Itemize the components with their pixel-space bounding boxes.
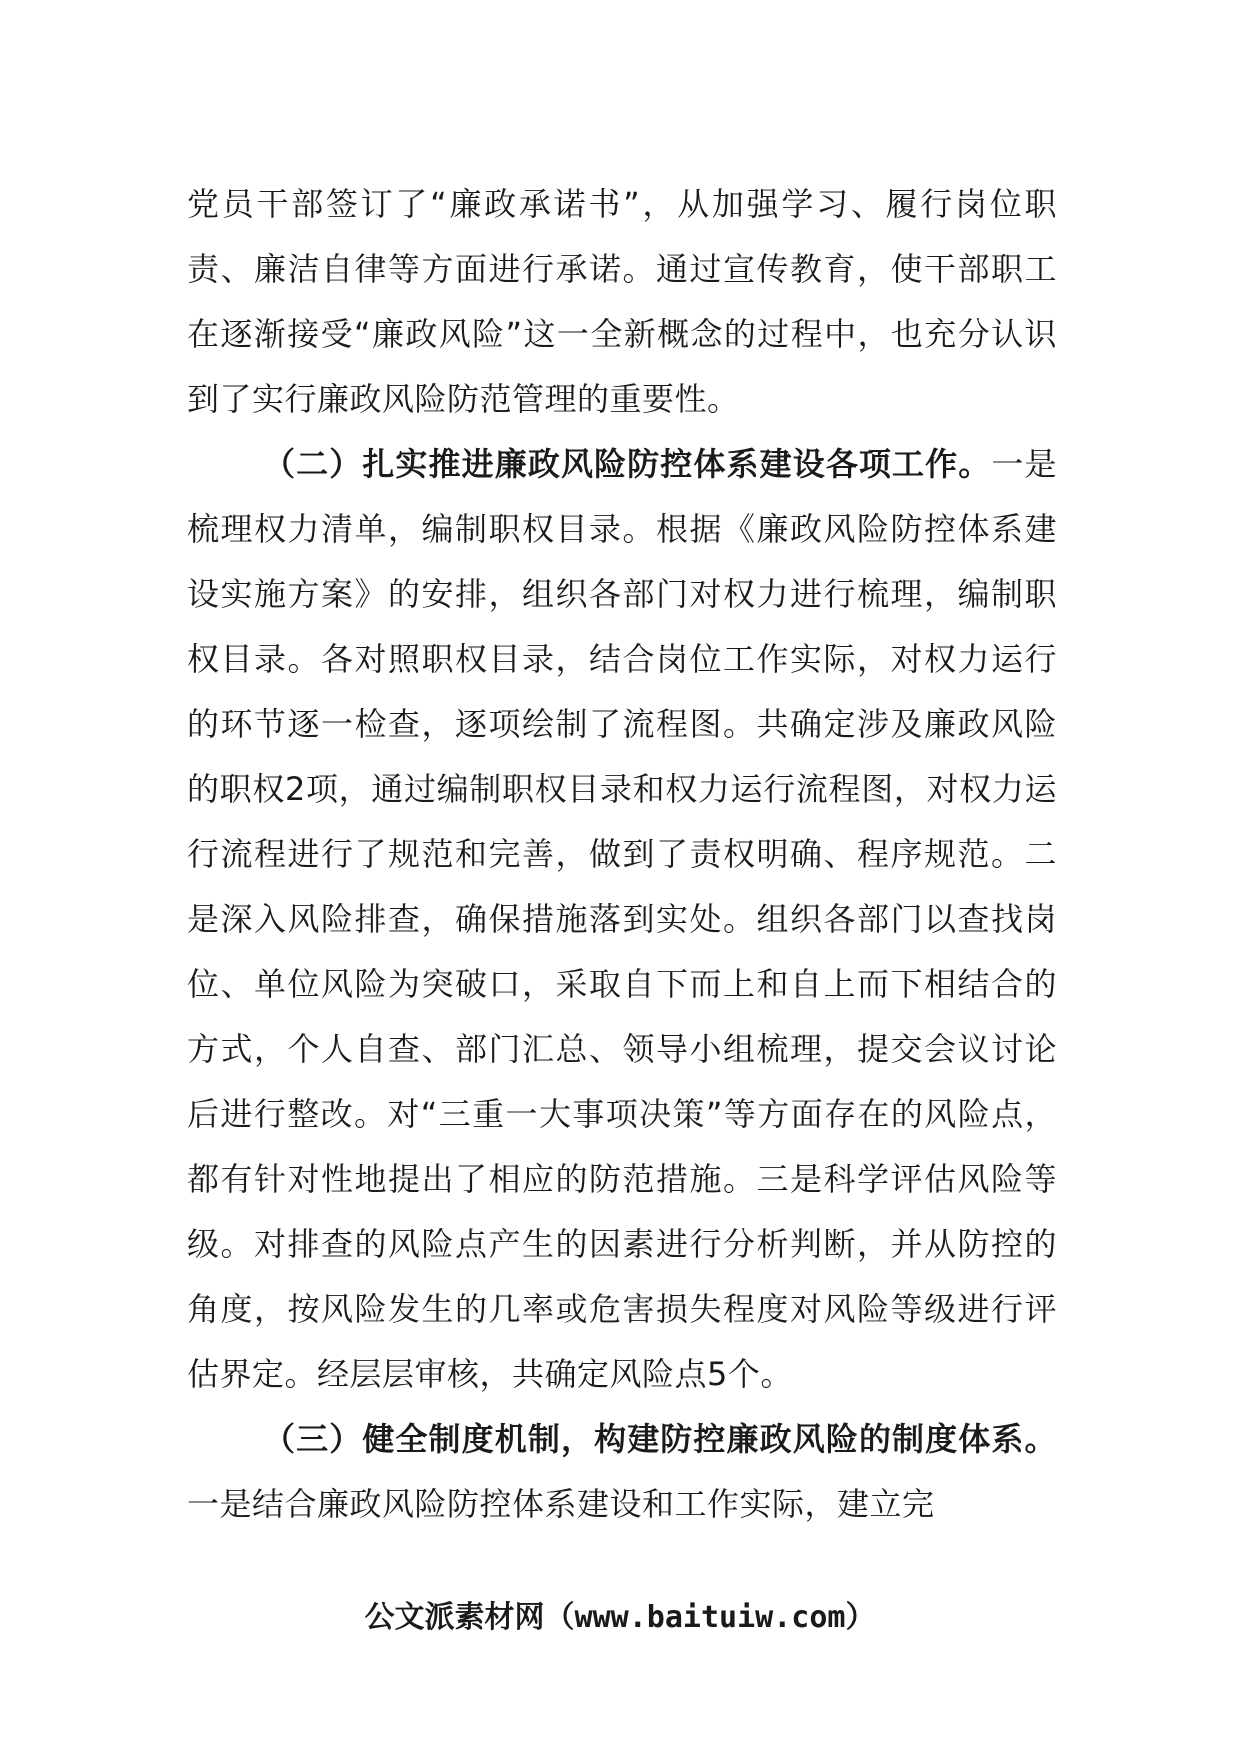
paragraph-3 <box>187 1407 1057 1537</box>
paragraph-1-text: 党员干部签订了“廉政承诺书”，从加强学习、履行岗位职责、廉洁自律等方面进行承诺。通过宣传教育，使干部职工在逐渐接受“廉政风险”这一全新概念的过程中，也充分认识到了实行廉政风险防范管理的重要性。 <box>187 185 1057 418</box>
paragraph-3-text: 一是结合廉政风险防控体系建设和工作实际，建立完 <box>187 1485 935 1523</box>
page-footer <box>0 1598 1240 1638</box>
footer-site: （www.baituiw.com） <box>544 1600 876 1635</box>
section-heading-3: （三）健全制度机制，构建防控廉政风险的制度体系。 <box>263 1420 1057 1458</box>
document-body <box>187 172 1057 1537</box>
paragraph-1 <box>187 172 1057 432</box>
paragraph-2 <box>187 432 1057 1407</box>
footer-label: 公文派素材网 <box>364 1600 545 1635</box>
paragraph-2-text: 一是梳理权力清单，编制职权目录。根据《廉政风险防控体系建设实施方案》的安排，组织各部门对权力进行梳理，编制职权目录。各对照职权目录，结合岗位工作实际，对权力运行的环节逐一检查，逐项绘制了流程图。共确定涉及廉政风险的职权2项，通过编制职权目录和权力运行流程图，对权力运行流程进行了规范和完善，做到了责权明确、程序规范。二是深入风险排查，确保措施落到实处。组织各部门以查找岗位、单位风险为突破口，采取自下而上和自上而下相结合的方式，个人自查、部门汇总、领导小组梳理，提交会议讨论后进行整改。对“三重一大事项决策”等方面存在的风险点，都有针对性地提出了相应的防范措施。三是科学评估风险等级。对排查的风险点产生的因素进行分析判断，并从防控的角度，按风险发生的几率或危害损失程度对风险等级进行评估界定。经层层审核，共确定风险点5个。 <box>187 445 1057 1393</box>
section-heading-2: （二）扎实推进廉政风险防控体系建设各项工作。 <box>263 445 992 483</box>
